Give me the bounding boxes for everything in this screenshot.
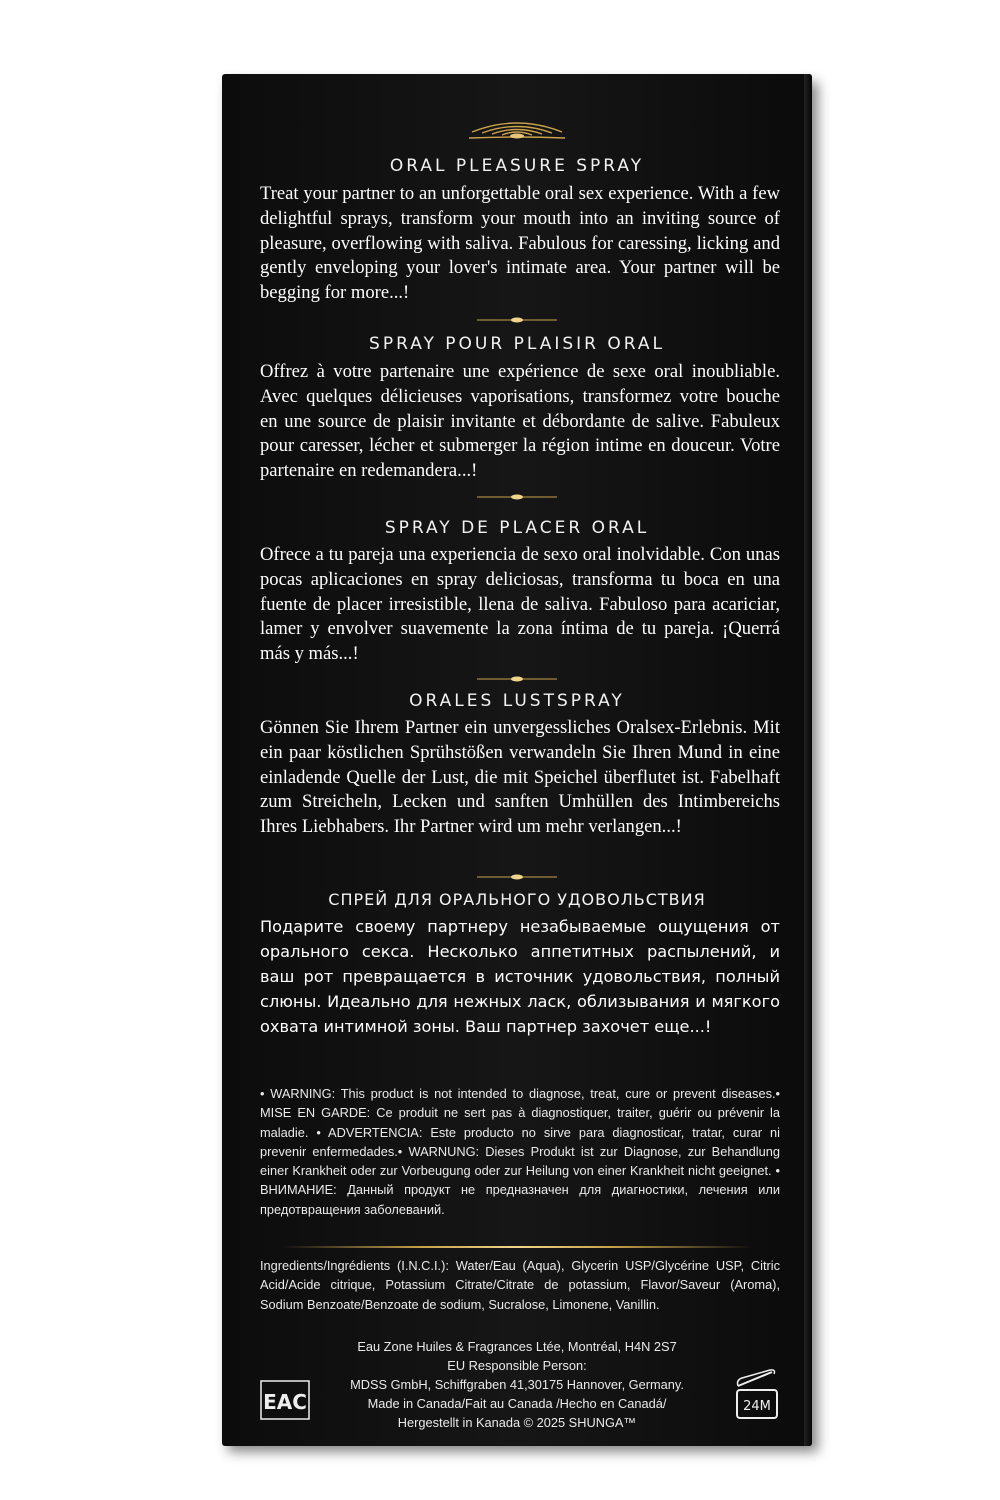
box-edge [804,74,812,1446]
section-text-en: Treat your partner to an unforgettable oral sex experience. With a few delightful sprays, transform your mouth into an inviting source of pleasure, overflowing with saliva. Fabulous for caressing, licking and gently enveloping your lover's intimate area. Your partner will be begging for more...! [260,183,780,304]
footer-line-2: EU Responsible Person: [447,1358,587,1373]
warning-text: • WARNING: This product is not intended to diagnose, treat, cure or prevent diseases.• MISE EN GARDE: Ce produit ne sert pas à diagnostiquer, traiter, guérir ou prévenir la maladie. • ADVERTENCIA: Este producto no sirve para diagnosticar, tratar, curar ni prevenir enfermedades.• WARNUNG: Dieses Produkt ist zur Diagnose, zur Behandlung einer Krankheit oder zur Vorbeugung oder zur Heilung von einer Krankheit nicht geeignet. • ВНИМАНИЕ: Данный продукт не предназначен для диагностики, лечения или предотвращения заболеваний. [260,1086,780,1217]
section-title-fr: SPRAY POUR PLAISIR ORAL [369,334,665,354]
section-title-en: ORAL PLEASURE SPRAY [389,156,645,176]
svg-text:24M: 24M [743,1399,771,1414]
gold-divider-icon [477,675,557,683]
ingredients-text: Ingredients/Ingrédients (I.N.C.I.): Water/Eau (Aqua), Glycerin USP/Glycérine USP, Citric Acid/Acide citrique, Potassium Citrate/Citrate de potassium, Flavor/Saveur (Aroma), Sodium Benzoate/Benzoate de sodium, Sucralose, Limonene, Vanillin. [260,1258,780,1312]
section-title-ru: СПРЕЙ ДЛЯ ОРАЛЬНОГО УДОВОЛЬСТВИЯ [328,890,706,909]
gold-divider-icon [477,316,557,324]
gold-divider-icon [477,873,557,881]
period-after-opening-icon [732,1366,782,1422]
svg-text:EAC: EAC [263,1390,307,1414]
section-text-es: Ofrece a tu pareja una experiencia de sexo oral inolvidable. Con unas pocas aplicaciones en spray deliciosas, transforma tu boca en una fuente de placer irresistible, llena de saliva. Fabuloso para acariciar, lamer y envolver suavemente la zona íntima de tu pareja. ¡Querrá más y más...! [260,544,780,665]
gold-divider-icon [477,493,557,501]
gold-rule [282,1246,752,1248]
section-text-fr: Offrez à votre partenaire une expérience de sexe oral inoubliable. Avec quelques délicieuses vaporisations, transformez votre bouche en une source de plaisir invitante et débordante de salive. Fabuleux pour caresser, lécher et submerger la région intime en douceur. Votre partenaire en redemandera...! [260,361,780,482]
gold-emblem-icon [467,116,567,142]
section-title-es: SPRAY DE PLACER ORAL [384,518,650,538]
section-text-de: Gönnen Sie Ihrem Partner ein unvergessliches Oralsex-Erlebnis. Mit ein paar köstlichen Sprühstößen verwandeln Sie Ihren Mund in eine einladende Quelle der Lust, die mit Speichel überflutet ist. Fabelhaft zum Streicheln, Lecken und sanften Umhüllen des Intimbereichs Ihres Liebhabers. Ihr Partner wird um mehr verlangen...! [260,717,780,838]
footer-line-1: Eau Zone Huiles & Fragrances Ltée, Montréal, H4N 2S7 [357,1339,677,1354]
eac-mark-icon [260,1380,310,1420]
section-title-de: ORALES LUSTSPRAY [409,691,625,711]
footer-line-3: MDSS GmbH, Schiffgraben 41,30175 Hannover, Germany. [350,1377,684,1392]
footer-line-4: Made in Canada/Fait au Canada /Hecho en Canadá/ [367,1396,667,1411]
manufacturer-info [322,1337,712,1432]
footer-line-5: Hergestellt in Kanada © 2025 SHUNGA™ [397,1415,637,1430]
product-box-back [222,74,812,1446]
section-text-ru: Подарите своему партнеру незабываемые ощущения от орального секса. Несколько аппетитных распылений, и ваш рот превращается в источник удовольствия, полный слюны. Идеально для нежных ласк, облизывания и мягкого охвата интимной зоны. Ваш партнер захочет еще...! [260,917,780,1036]
